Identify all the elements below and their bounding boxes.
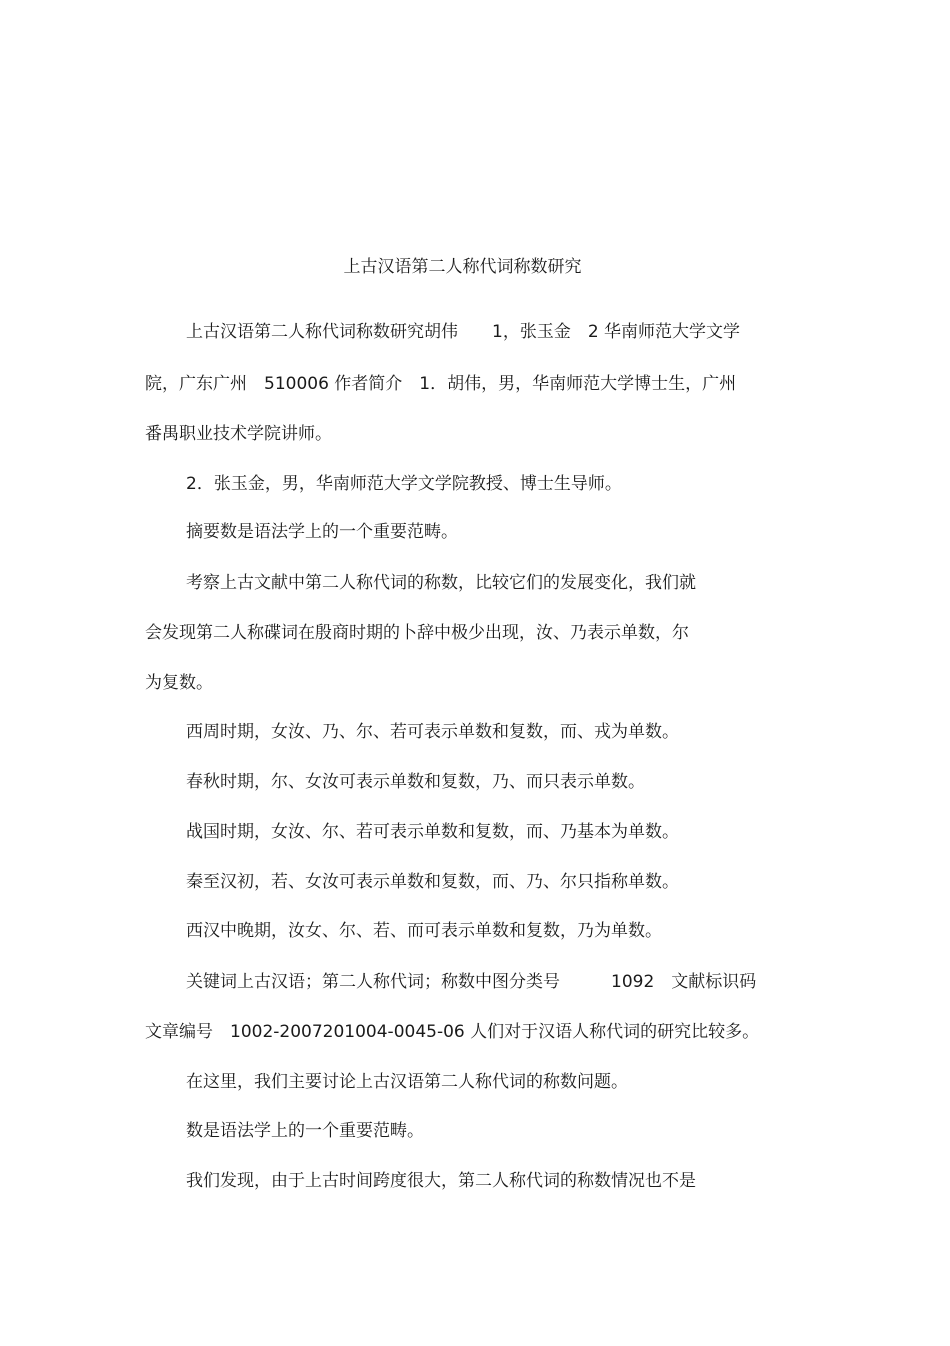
paragraph-line: 院，广东广州 510006 作者简介 1．胡伟，男，华南师范大学博士生，广州: [145, 374, 737, 394]
paragraph-line: 上古汉语第二人称代词称数研究胡伟 1，张玉金 2 华南师范大学文学: [186, 322, 741, 342]
paragraph-line: 数是语法学上的一个重要范畴。: [186, 1121, 424, 1141]
paragraph-line: 秦至汉初，若、女汝可表示单数和复数，而、乃、尔只指称单数。: [186, 872, 679, 892]
paragraph-line: 春秋时期，尔、女汝可表示单数和复数，乃、而只表示单数。: [186, 772, 645, 792]
paragraph-line: 我们发现，由于上古时间跨度很大，第二人称代词的称数情况也不是: [186, 1171, 696, 1191]
paragraph-line: 会发现第二人称碟词在殷商时期的卜辞中极少出现，汝、乃表示单数，尔: [145, 623, 689, 643]
paragraph-line: 西汉中晚期，汝女、尔、若、而可表示单数和复数，乃为单数。: [186, 921, 662, 941]
paragraph-line: 考察上古文献中第二人称代词的称数，比较它们的发展变化，我们就: [186, 573, 696, 593]
paragraph-line: 西周时期，女汝、乃、尔、若可表示单数和复数，而、戎为单数。: [186, 722, 679, 742]
document-title: 上古汉语第二人称代词称数研究: [343, 257, 582, 277]
paragraph-line: 为复数。: [145, 673, 213, 693]
paragraph-line: 关键词上古汉语；第二人称代词；称数中图分类号 1092 文献标识码: [186, 972, 757, 992]
paragraph-line: 番禺职业技术学院讲师。: [145, 424, 332, 444]
paragraph-line: 2．张玉金，男，华南师范大学文学院教授、博士生导师。: [186, 474, 622, 494]
paragraph-line: 文章编号 1002-2007201004-0045-06 人们对于汉语人称代词的研究比较多。: [145, 1022, 760, 1042]
paragraph-line: 在这里，我们主要讨论上古汉语第二人称代词的称数问题。: [186, 1072, 628, 1092]
paragraph-line: 摘要数是语法学上的一个重要范畴。: [186, 522, 458, 542]
paragraph-line: 战国时期，女汝、尔、若可表示单数和复数，而、乃基本为单数。: [186, 822, 679, 842]
